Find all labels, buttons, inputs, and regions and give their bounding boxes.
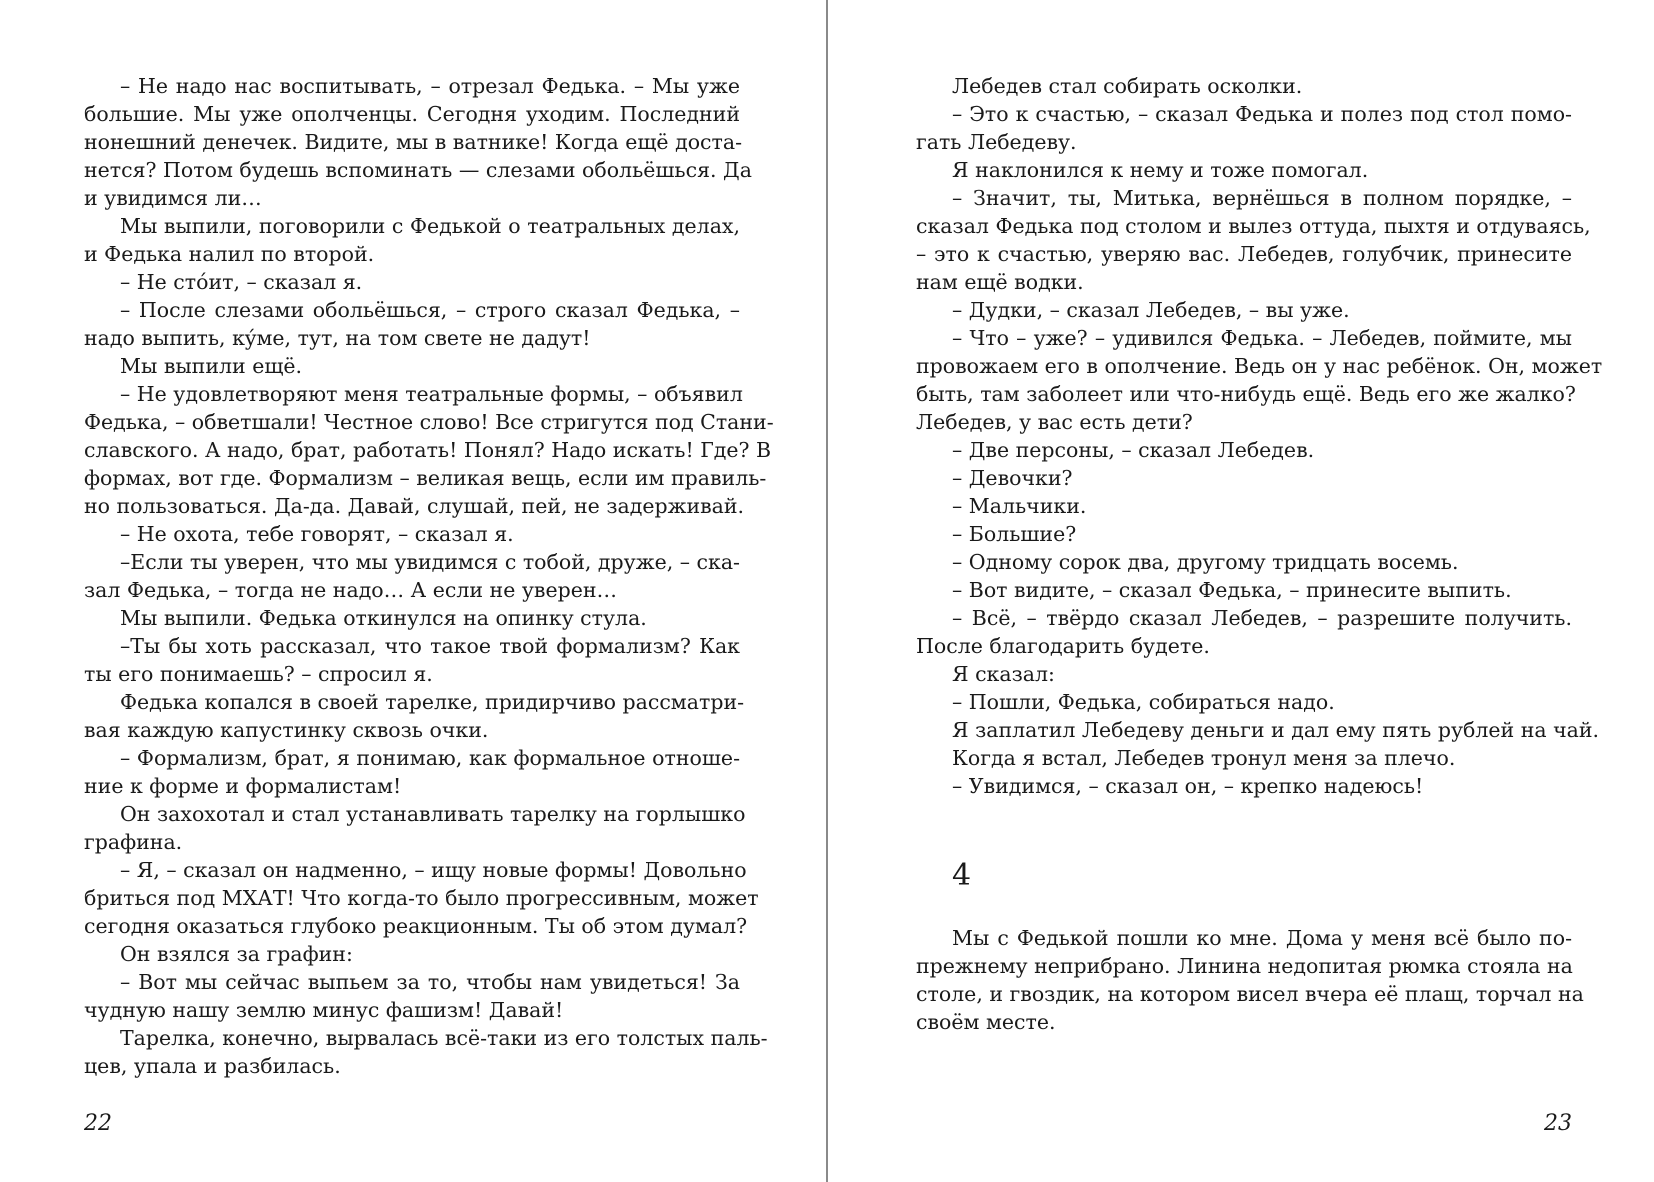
- text-line: графина.: [84, 830, 183, 854]
- text-line: – Не охота, тебе говорят, – сказал я.: [120, 522, 514, 546]
- text-line: ние к форме и формалистам!: [84, 774, 402, 798]
- text-line: надо выпить, кýме, тут, на том свете не дадут!: [84, 326, 591, 350]
- text-line: нонешний денечек. Видите, мы в ватнике! Когда ещё доста-: [84, 130, 743, 154]
- text-line: –Если ты уверен, что мы увидимся с тобой, друже, – ска-: [120, 550, 740, 574]
- text-line: Мы выпили, поговорили с Федькой о театральных делах,: [120, 214, 740, 238]
- text-line: Я наклонился к нему и тоже помогал.: [952, 158, 1369, 182]
- page-gutter: [826, 0, 828, 1182]
- text-line: – Не надо нас воспитывать, – отрезал Федька. – Мы уже: [120, 74, 740, 98]
- text-line: После благодарить будете.: [916, 634, 1210, 658]
- text-line: – Дудки, – сказал Лебедев, – вы уже.: [952, 298, 1350, 322]
- text-line: – это к счастью, уверяю вас. Лебедев, голубчик, принесите: [916, 242, 1572, 266]
- text-line: Когда я встал, Лебедев тронул меня за плечо.: [952, 746, 1456, 770]
- text-line: – После слезами обольёшься, – строго сказал Федька, –: [120, 298, 740, 322]
- text-line: сказал Федька под столом и вылез оттуда, пыхтя и отдуваясь,: [916, 214, 1591, 238]
- right-page-number: 23: [1544, 1111, 1572, 1136]
- left-page: [84, 0, 774, 1182]
- text-line: прежнему неприбрано. Линина недопитая рюмка стояла на: [916, 954, 1573, 978]
- text-line: – Две персоны, – сказал Лебедев.: [952, 438, 1315, 462]
- right-page-text-bottom: [916, 924, 1584, 1036]
- text-line: своём месте.: [916, 1010, 1056, 1034]
- text-line: – Вот видите, – сказал Федька, – принесите выпить.: [952, 578, 1512, 602]
- text-line: –Ты бы хоть рассказал, что такое твой формализм? Как: [120, 634, 740, 658]
- text-line: бриться под МХАТ! Что когда-то было прогрессивным, может: [84, 886, 759, 910]
- text-line: – Что – уже? – удивился Федька. – Лебедев, поймите, мы: [952, 326, 1572, 350]
- text-line: столе, и гвоздик, на котором висел вчера её плащ, торчал на: [916, 982, 1584, 1006]
- text-line: славского. А надо, брат, работать! Понял? Надо искать! Где? В: [84, 438, 772, 462]
- text-line: Федька копался в своей тарелке, придирчиво рассматри-: [120, 690, 745, 714]
- text-line: – Увидимся, – сказал он, – крепко надеюсь!: [952, 774, 1424, 798]
- text-line: ты его понимаешь? – спросил я.: [84, 662, 433, 686]
- text-line: зал Федька, – тогда не надо… А если не уверен…: [84, 578, 617, 602]
- text-line: – Мальчики.: [952, 494, 1087, 518]
- text-line: Я заплатил Лебедеву деньги и дал ему пять рублей на чай.: [952, 718, 1600, 742]
- right-page-text-top: [916, 72, 1603, 800]
- text-line: – Не удовлетворяют меня театральные формы, – объявил: [120, 382, 743, 406]
- text-line: нется? Потом будешь вспоминать — слезами обольёшься. Да: [84, 158, 752, 182]
- text-line: сегодня оказаться глубоко реакционным. Ты об этом думал?: [84, 914, 748, 938]
- text-line: но пользоваться. Да-да. Давай, слушай, пей, не задерживай.: [84, 494, 745, 518]
- text-line: Он взялся за графин:: [120, 942, 353, 966]
- text-line: Тарелка, конечно, вырвалась всё-таки из его толстых паль-: [120, 1026, 768, 1050]
- left-page-number: 22: [84, 1111, 112, 1136]
- text-line: – Значит, ты, Митька, вернёшься в полном порядке, –: [952, 186, 1572, 210]
- text-line: быть, там заболеет или что-нибудь ещё. Ведь его же жалко?: [916, 382, 1576, 406]
- text-line: Мы с Федькой пошли ко мне. Дома у меня всё было по-: [952, 926, 1572, 950]
- section-gap: [916, 896, 1572, 924]
- text-line: Я сказал:: [952, 662, 1055, 686]
- text-line: – Вот мы сейчас выпьем за то, чтобы нам увидеться! За: [120, 970, 740, 994]
- text-line: Лебедев стал собирать осколки.: [952, 74, 1303, 98]
- text-line: – Всё, – твёрдо сказал Лебедев, – разрешите получить.: [952, 606, 1572, 630]
- text-line: чудную нашу землю минус фашизм! Давай!: [84, 998, 564, 1022]
- text-line: Мы выпили. Федька откинулся на опинку стула.: [120, 606, 647, 630]
- right-page: [916, 0, 1603, 1182]
- text-line: – Девочки?: [952, 466, 1073, 490]
- right-page-text: [916, 72, 1603, 1036]
- section-gap: [916, 800, 1572, 856]
- text-line: – Я, – сказал он надменно, – ищу новые формы! Довольно: [120, 858, 747, 882]
- chapter-number: 4: [952, 858, 972, 893]
- text-line: – Не стóит, – сказал я.: [120, 270, 363, 294]
- text-line: – Большие?: [952, 522, 1077, 546]
- text-line: вая каждую капустинку сквозь очки.: [84, 718, 489, 742]
- text-line: Федька, – обветшали! Честное слово! Все стригутся под Стани-: [84, 410, 774, 434]
- text-line: и Федька налил по второй.: [84, 242, 375, 266]
- text-line: провожаем его в ополчение. Ведь он у нас ребёнок. Он, может: [916, 354, 1603, 378]
- text-line: – Одному сорок два, другому тридцать восемь.: [952, 550, 1459, 574]
- text-line: гать Лебедеву.: [916, 130, 1077, 154]
- text-line: – Формализм, брат, я понимаю, как формальное отноше-: [120, 746, 740, 770]
- text-line: Мы выпили ещё.: [120, 354, 303, 378]
- text-line: и увидимся ли…: [84, 186, 262, 210]
- text-line: большие. Мы уже ополченцы. Сегодня уходим. Последний: [84, 102, 740, 126]
- text-line: формах, вот где. Формализм – великая вещь, если им правиль-: [84, 466, 767, 490]
- text-line: Он захохотал и стал устанавливать тарелку на горлышко: [120, 802, 746, 826]
- text-line: – Это к счастью, – сказал Федька и полез под стол помо-: [952, 102, 1572, 126]
- left-page-text: [84, 72, 774, 1080]
- text-line: – Пошли, Федька, собираться надо.: [952, 690, 1335, 714]
- text-line: цев, упала и разбилась.: [84, 1054, 341, 1078]
- text-line: Лебедев, у вас есть дети?: [916, 410, 1193, 434]
- text-line: нам ещё водки.: [916, 270, 1084, 294]
